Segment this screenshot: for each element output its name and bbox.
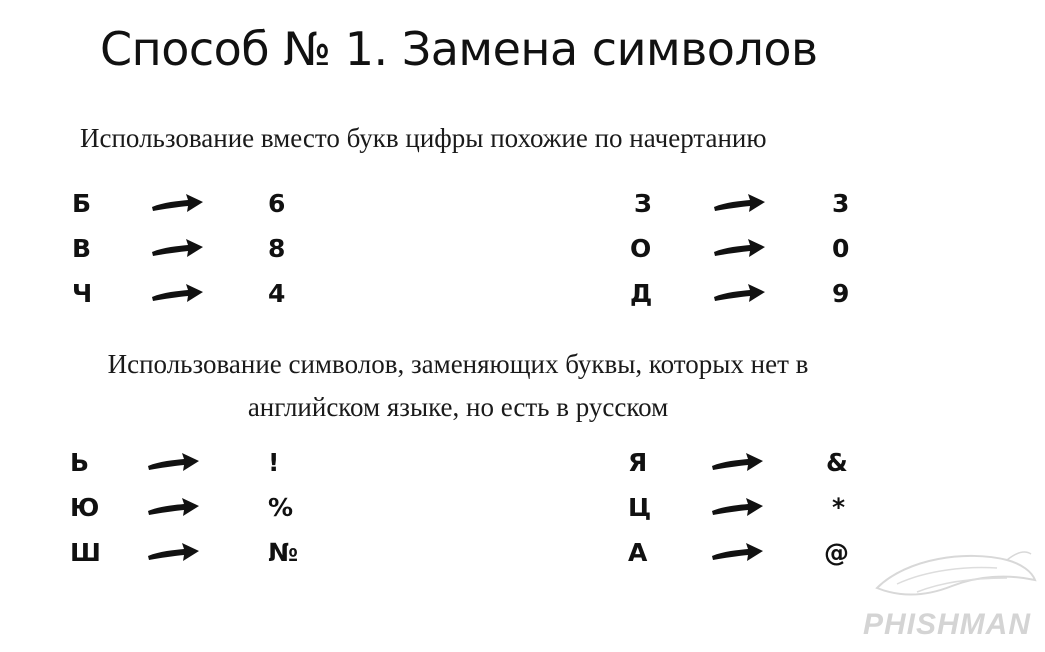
replacement-symbol: 0 bbox=[832, 234, 850, 263]
arrow-right-icon bbox=[150, 282, 204, 306]
source-letter: А bbox=[628, 538, 648, 567]
replacement-symbol: 8 bbox=[268, 234, 286, 263]
section2-heading-line1: Использование символов, заменяющих буквы, которых нет в bbox=[107, 349, 809, 379]
replacement-symbol: ! bbox=[268, 448, 280, 477]
arrow-right-icon bbox=[146, 541, 200, 565]
source-letter: Я bbox=[628, 448, 648, 477]
source-letter: Д bbox=[630, 279, 653, 308]
source-letter: З bbox=[634, 189, 652, 218]
source-letter: Ь bbox=[70, 448, 90, 477]
replacement-symbol: % bbox=[268, 493, 294, 522]
replacement-symbol: 4 bbox=[268, 279, 286, 308]
arrow-right-icon bbox=[710, 451, 764, 475]
replacement-symbol: & bbox=[826, 448, 848, 477]
section2-heading-line2: английском языке, но есть в русском bbox=[247, 392, 669, 422]
source-letter: Ц bbox=[628, 493, 652, 522]
arrow-right-icon bbox=[710, 496, 764, 520]
replacement-symbol: 9 bbox=[832, 279, 850, 308]
replacement-symbol: * bbox=[832, 493, 846, 522]
arrow-right-icon bbox=[712, 192, 766, 216]
phishman-watermark bbox=[857, 548, 1037, 648]
source-letter: Ч bbox=[72, 279, 93, 308]
arrow-right-icon bbox=[146, 496, 200, 520]
source-letter: Б bbox=[72, 189, 92, 218]
arrow-right-icon bbox=[710, 541, 764, 565]
arrow-right-icon bbox=[150, 192, 204, 216]
replacement-symbol: № bbox=[268, 538, 299, 567]
arrow-right-icon bbox=[146, 451, 200, 475]
arrow-right-icon bbox=[150, 237, 204, 261]
section1-heading: Использование вместо букв цифры похожие по начертанию bbox=[80, 123, 767, 153]
source-letter: О bbox=[630, 234, 652, 263]
source-letter: Ю bbox=[70, 493, 100, 522]
replacement-symbol: 6 bbox=[268, 189, 286, 218]
arrow-right-icon bbox=[712, 237, 766, 261]
page-title: Способ № 1. Замена символов bbox=[100, 22, 818, 76]
arrow-right-icon bbox=[712, 282, 766, 306]
section2-heading bbox=[0, 343, 916, 429]
source-letter: В bbox=[72, 234, 92, 263]
source-letter: Ш bbox=[70, 538, 101, 567]
replacement-symbol: @ bbox=[824, 538, 849, 567]
replacement-symbol: 3 bbox=[832, 189, 850, 218]
watermark-text: PHISHMAN bbox=[862, 608, 1031, 641]
